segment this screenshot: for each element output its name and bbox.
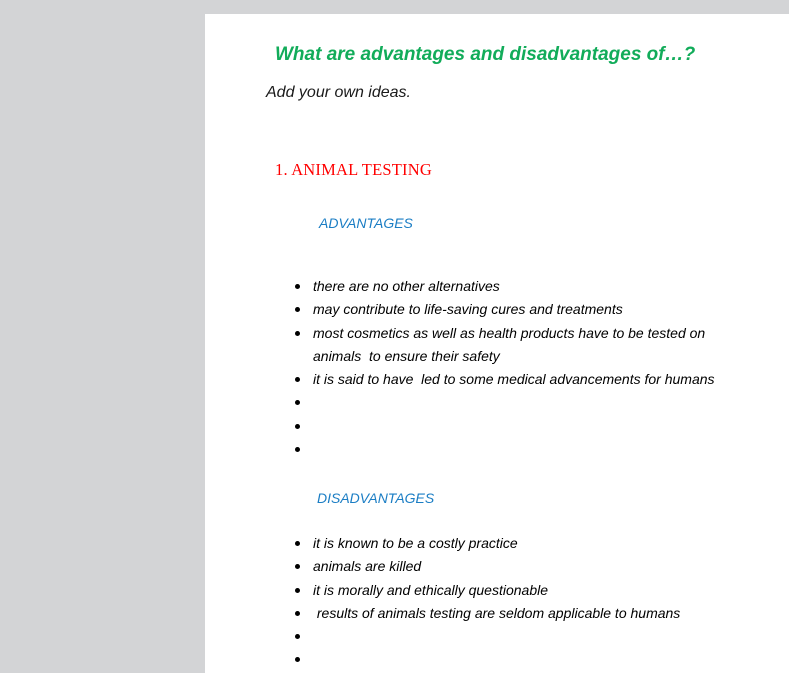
disadvantages-list-item: results of animals testing are seldom applicable to humans: [313, 602, 745, 625]
advantages-list-item: may contribute to life-saving cures and treatments: [313, 298, 745, 321]
disadvantages-list-item-empty: [313, 625, 745, 648]
disadvantages-list-item: it is known to be a costly practice: [313, 532, 745, 555]
disadvantages-list-item: animals are killed: [313, 555, 745, 578]
advantages-list-item-empty: [313, 415, 745, 438]
document-subtitle: Add your own ideas.: [266, 84, 411, 101]
disadvantages-list: [313, 532, 745, 672]
advantages-list-item: there are no other alternatives: [313, 275, 745, 298]
document-title: What are advantages and disadvantages of…?: [275, 44, 696, 65]
disadvantages-list-item-empty: [313, 648, 745, 671]
advantages-list: [313, 275, 745, 461]
advantages-label: ADVANTAGES: [319, 215, 413, 231]
advantages-list-item: it is said to have led to some medical advancements for humans: [313, 368, 745, 391]
advantages-list-item-empty: [313, 391, 745, 414]
advantages-list-item-empty: [313, 438, 745, 461]
section-heading-animal-testing: 1. ANIMAL TESTING: [275, 160, 432, 179]
disadvantages-list-item: it is morally and ethically questionable: [313, 579, 745, 602]
advantages-list-item: most cosmetics as well as health products have to be tested on animals to ensure their safety: [313, 322, 745, 369]
document-page: [205, 14, 789, 673]
disadvantages-label: DISADVANTAGES: [317, 490, 435, 506]
